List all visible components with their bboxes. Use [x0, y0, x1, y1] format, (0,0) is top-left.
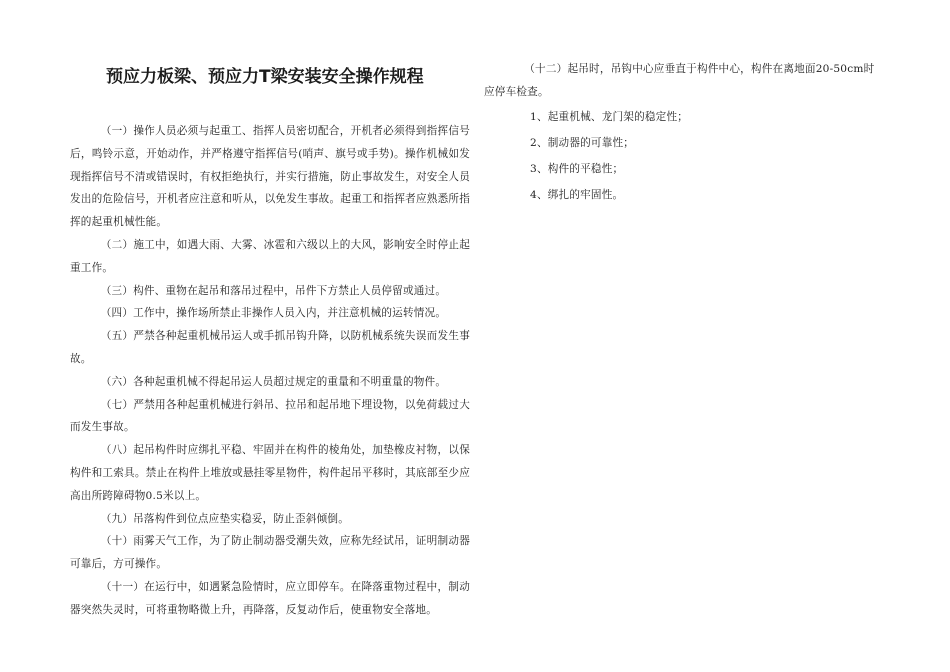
rule-paragraph: （一）操作人员必须与起重工、指挥人员密切配合，开机者必须得到指挥信号后，鸣铃示意，开始动作，并严格遵守指挥信号(哨声、旗号或手势)。操作机械如发现指挥信号不清或错误时，有权拒绝执行，并实行措施，防止事故发生，对安全人员发出的危险信号，开机者应注意和听从，以免发生事故。起重工和指挥者应熟悉所指挥的起重机械性能。	[70, 125, 470, 229]
checklist-item: 1、起重机械、龙门架的稳定性；	[530, 111, 689, 123]
rule-twelve-block	[484, 58, 884, 104]
rule-paragraph: （七）严禁用各种起重机械进行斜吊、拉吊和起吊地下埋设物，以免荷载过大而发生事故。	[70, 398, 470, 434]
checklist-item: 2、制动器的可靠性；	[530, 137, 635, 149]
checklist-item: 3、构件的平稳性；	[530, 163, 624, 175]
checklist-item: 4、绑扎的牢固性。	[530, 189, 624, 201]
rule-paragraph: （三）构件、重物在起吊和落吊过程中，吊件下方禁止人员停留或通过。	[100, 284, 447, 297]
rule-paragraph: （十）雨雾天气工作，为了防止制动器受潮失效，应称先经试吊，证明制动器可靠后，方可操作。	[70, 535, 470, 571]
rule-paragraph: （六）各种起重机械不得起吊运人员超过规定的重量和不明重量的物件。	[100, 375, 447, 388]
rule-paragraph: （八）起吊构件时应绑扎平稳、牢固并在构件的棱角处，加垫橡皮衬物，以保构件和工索具。禁止在构件上堆放或悬挂零星物件，构件起吊平移时，其底部至少应高出所跨障碍物0.5米以上。	[70, 444, 470, 502]
rule-paragraph: （五）严禁各种起重机械吊运人或手抓吊钩升降，以防机械系统失误而发生事故。	[70, 330, 470, 365]
document-title: 预应力板梁、预应力T梁安装安全操作规程	[106, 67, 424, 87]
rules-list	[70, 120, 470, 622]
rule-paragraph: （十二）起吊时，吊钩中心应垂直于构件中心，构件在离地面20-50cm时应停车检查。	[484, 63, 875, 98]
rule-paragraph: （九）吊落构件到位点应垫实稳妥，防止歪斜倾倒。	[100, 512, 349, 525]
rule-paragraph: （二）施工中，如遇大雨、大雾、冰雹和六级以上的大风，影响安全时停止起重工作。	[70, 238, 470, 274]
inspection-checklist	[530, 104, 890, 208]
rule-paragraph: （四）工作中，操作场所禁止非操作人员入内，并注意机械的运转情况。	[100, 307, 447, 320]
rule-paragraph: （十一）在运行中，如遇紧急险情时，应立即停车。在降落重物过程中，制动器突然失灵时，可将重物略微上升，再降落，反复动作后，使重物安全落地。	[70, 580, 470, 616]
